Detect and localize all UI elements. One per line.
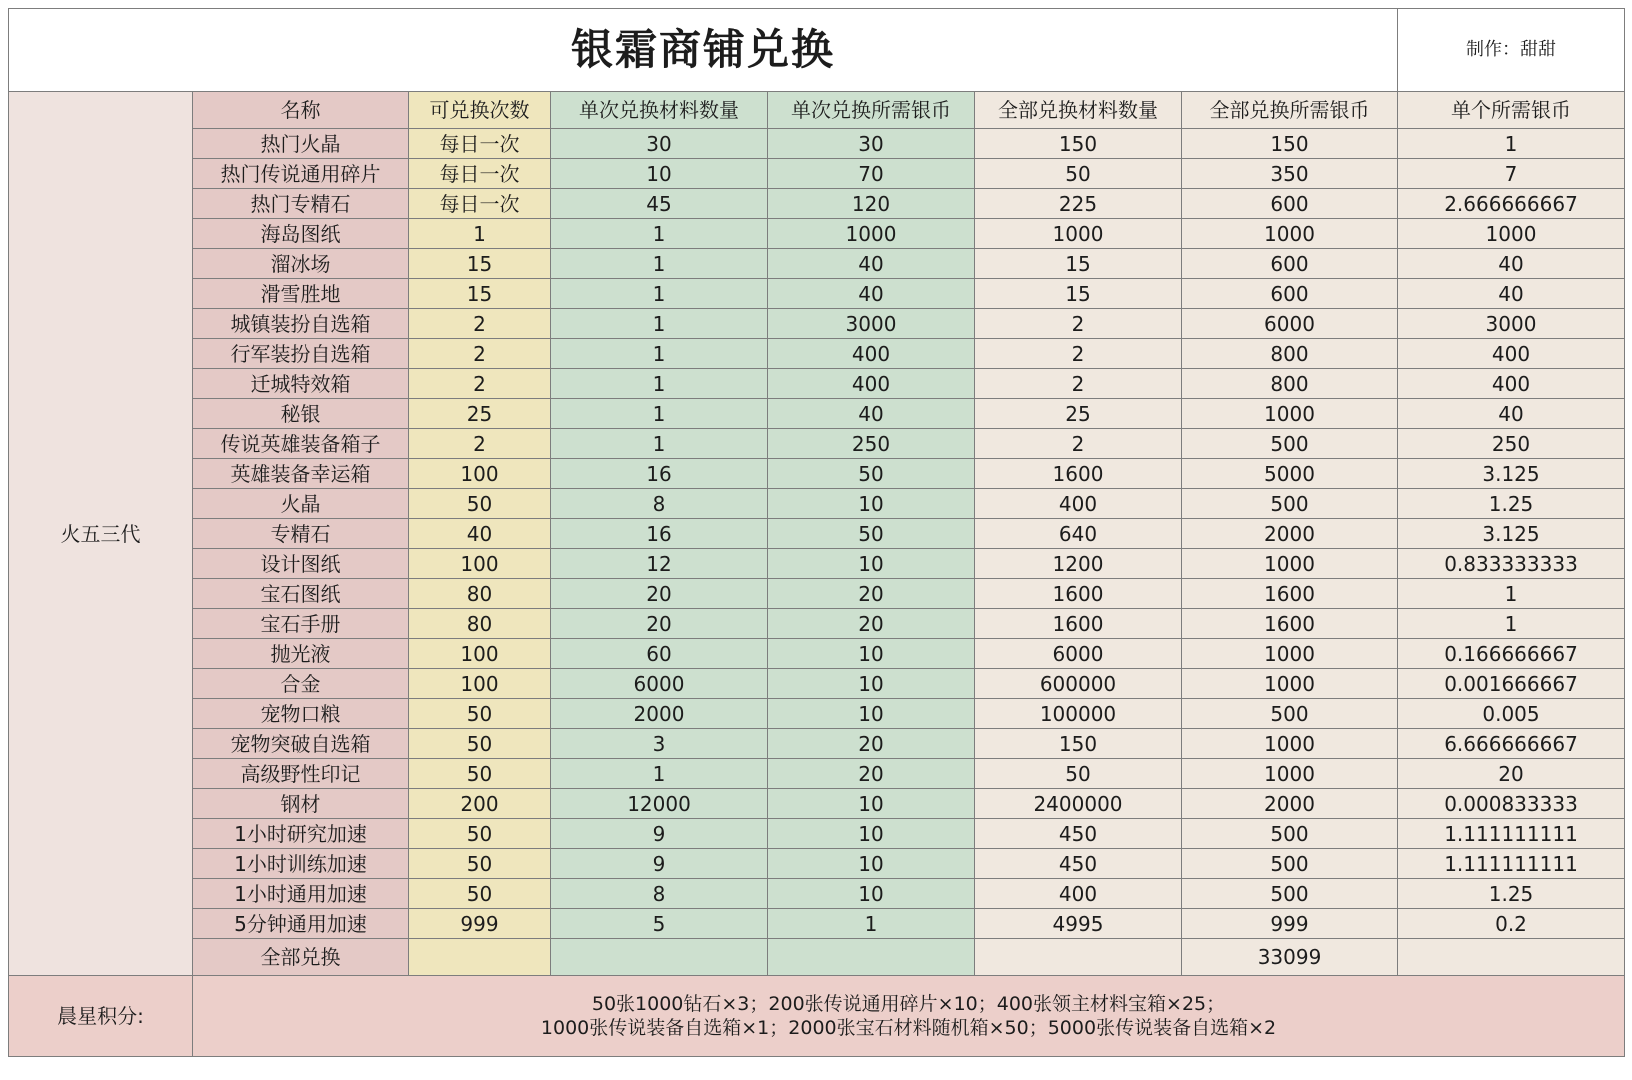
- footer-line: 50张1000钻石×3；200张传说通用碎片×10；400张领主材料宝箱×25；: [591, 993, 1226, 1015]
- cell-total-coins: 150: [1182, 129, 1398, 159]
- cell-times: 999: [409, 909, 551, 939]
- cell-single-coins: 40: [768, 249, 975, 279]
- cell-single-coins: 10: [768, 489, 975, 519]
- cell-name: 1小时训练加速: [193, 849, 409, 879]
- cell-single-material: 10: [551, 159, 768, 189]
- cell-name: 传说英雄装备箱子: [193, 429, 409, 459]
- column-header-single-material: 单次兑换材料数量: [551, 92, 768, 129]
- cell-single-material: 12000: [551, 789, 768, 819]
- cell-total-material: 100000: [975, 699, 1182, 729]
- table-row: [9, 699, 1625, 729]
- cell-total-coins: 500: [1182, 429, 1398, 459]
- cell-unit-coins: 40: [1398, 399, 1625, 429]
- cell-name: 热门传说通用碎片: [193, 159, 409, 189]
- cell-name: 行军装扮自选箱: [193, 339, 409, 369]
- cell-total-coins: 500: [1182, 819, 1398, 849]
- cell-single-coins: 10: [768, 549, 975, 579]
- cell-single-material: 1: [551, 279, 768, 309]
- cell-times: 2: [409, 339, 551, 369]
- footer-row: [9, 976, 1625, 1057]
- cell-unit-coins: 7: [1398, 159, 1625, 189]
- cell-single-coins: 50: [768, 519, 975, 549]
- cell-single-material: 5: [551, 909, 768, 939]
- cell-unit-coins: 1: [1398, 579, 1625, 609]
- cell-unit-coins: 1.111111111: [1398, 849, 1625, 879]
- cell-total-material: 2: [975, 339, 1182, 369]
- cell-unit-coins: 3.125: [1398, 519, 1625, 549]
- cell-times: 15: [409, 279, 551, 309]
- cell-single-material: 9: [551, 819, 768, 849]
- table-row: [9, 159, 1625, 189]
- cell-total-material: 2: [975, 429, 1182, 459]
- cell-total-coins: 600: [1182, 249, 1398, 279]
- cell-single-coins: 70: [768, 159, 975, 189]
- table-row: [9, 429, 1625, 459]
- cell-unit-coins: 400: [1398, 369, 1625, 399]
- table-row: [9, 519, 1625, 549]
- column-header-total-coins: 全部兑换所需银币: [1182, 92, 1398, 129]
- cell-single-material: 20: [551, 579, 768, 609]
- cell-total-material: 400: [975, 489, 1182, 519]
- cell-single-coins: 400: [768, 339, 975, 369]
- cell-total-material: 1600: [975, 609, 1182, 639]
- cell-name: 热门火晶: [193, 129, 409, 159]
- cell-single-coins: 10: [768, 879, 975, 909]
- cell-times: 50: [409, 729, 551, 759]
- total-row: [9, 939, 1625, 976]
- table-row: [9, 669, 1625, 699]
- cell-times: 80: [409, 579, 551, 609]
- cell-single-material: 1: [551, 759, 768, 789]
- cell-total-material: 50: [975, 759, 1182, 789]
- cell-single-material: 1: [551, 399, 768, 429]
- cell-single-coins: 1: [768, 909, 975, 939]
- cell-unit-coins: 1.25: [1398, 879, 1625, 909]
- cell-name: 高级野性印记: [193, 759, 409, 789]
- table-row: [9, 849, 1625, 879]
- cell-times: 15: [409, 249, 551, 279]
- exchange-table: [8, 8, 1625, 1057]
- cell-total-coins: 500: [1182, 699, 1398, 729]
- cell-times: 40: [409, 519, 551, 549]
- cell-total-coins: 1000: [1182, 759, 1398, 789]
- cell-total-material: 400: [975, 879, 1182, 909]
- cell-name: 秘银: [193, 399, 409, 429]
- cell-total-coins: 1000: [1182, 639, 1398, 669]
- cell-times: 25: [409, 399, 551, 429]
- column-header-total-material: 全部兑换材料数量: [975, 92, 1182, 129]
- cell-times: 每日一次: [409, 129, 551, 159]
- column-header-name: 名称: [193, 92, 409, 129]
- cell-total-coins: 1000: [1182, 399, 1398, 429]
- cell-unit-coins: 3.125: [1398, 459, 1625, 489]
- table-row: [9, 129, 1625, 159]
- cell-single-material: 8: [551, 879, 768, 909]
- cell-unit-coins: 0.005: [1398, 699, 1625, 729]
- cell-unit-coins: 0.2: [1398, 909, 1625, 939]
- cell-single-material: 30: [551, 129, 768, 159]
- cell-single-coins: 3000: [768, 309, 975, 339]
- cell-single-coins: 20: [768, 609, 975, 639]
- cell-single-coins: 40: [768, 279, 975, 309]
- cell-name: 抛光液: [193, 639, 409, 669]
- cell-total-material: 15: [975, 279, 1182, 309]
- cell-single-material: 12: [551, 549, 768, 579]
- cell-total-coins: 2000: [1182, 789, 1398, 819]
- table-row: [9, 219, 1625, 249]
- cell-name: 1小时研究加速: [193, 819, 409, 849]
- cell-total-coins: 800: [1182, 339, 1398, 369]
- cell-single-material: 16: [551, 459, 768, 489]
- cell-times: 200: [409, 789, 551, 819]
- cell-times: 100: [409, 639, 551, 669]
- cell-unit-coins: 1.25: [1398, 489, 1625, 519]
- cell-name: 设计图纸: [193, 549, 409, 579]
- cell-total-material: 640: [975, 519, 1182, 549]
- cell-total-coins: 500: [1182, 489, 1398, 519]
- cell-total-material: 150: [975, 729, 1182, 759]
- cell-times: 50: [409, 699, 551, 729]
- cell-single-coins: 10: [768, 789, 975, 819]
- table-row: [9, 639, 1625, 669]
- cell-name: 1小时通用加速: [193, 879, 409, 909]
- cell-single-coins: 10: [768, 849, 975, 879]
- cell-total-coins: 1000: [1182, 669, 1398, 699]
- cell-total-coins: 1000: [1182, 549, 1398, 579]
- cell-unit-coins: 1.111111111: [1398, 819, 1625, 849]
- footer-rewards: [193, 976, 1625, 1057]
- cell-unit-coins: 400: [1398, 339, 1625, 369]
- cell-name: 英雄装备幸运箱: [193, 459, 409, 489]
- cell-single-material: 1: [551, 369, 768, 399]
- cell-total-material: 150: [975, 129, 1182, 159]
- table-row: [9, 279, 1625, 309]
- cell-total-coins: 600: [1182, 279, 1398, 309]
- cell-total-material: 2: [975, 369, 1182, 399]
- cell-name: 宝石手册: [193, 609, 409, 639]
- table-row: [9, 489, 1625, 519]
- cell-single-coins: 250: [768, 429, 975, 459]
- column-header-unit-coins: 单个所需银币: [1398, 92, 1625, 129]
- table-row: [9, 819, 1625, 849]
- cell-total-material: 25: [975, 399, 1182, 429]
- cell-total-material: 450: [975, 849, 1182, 879]
- cell-single-material: 9: [551, 849, 768, 879]
- cell-single-material: 1: [551, 309, 768, 339]
- cell-single-coins: 20: [768, 729, 975, 759]
- total-cell-times: [409, 939, 551, 976]
- cell-single-coins: 30: [768, 129, 975, 159]
- cell-total-coins: 800: [1182, 369, 1398, 399]
- table-row: [9, 579, 1625, 609]
- cell-name: 合金: [193, 669, 409, 699]
- cell-name: 迁城特效箱: [193, 369, 409, 399]
- cell-name: 宠物突破自选箱: [193, 729, 409, 759]
- cell-single-coins: 20: [768, 759, 975, 789]
- table-row: [9, 549, 1625, 579]
- footer-label: 晨星积分:: [9, 976, 193, 1057]
- cell-single-material: 16: [551, 519, 768, 549]
- cell-unit-coins: 0.001666667: [1398, 669, 1625, 699]
- page-title: 银霜商铺兑换: [9, 9, 1398, 92]
- cell-name: 海岛图纸: [193, 219, 409, 249]
- cell-times: 2: [409, 429, 551, 459]
- cell-total-material: 1600: [975, 459, 1182, 489]
- cell-total-material: 600000: [975, 669, 1182, 699]
- column-header-single-coins: 单次兑换所需银币: [768, 92, 975, 129]
- cell-name: 热门专精石: [193, 189, 409, 219]
- cell-single-coins: 1000: [768, 219, 975, 249]
- table-row: [9, 759, 1625, 789]
- cell-name: 宝石图纸: [193, 579, 409, 609]
- cell-total-coins: 350: [1182, 159, 1398, 189]
- table-row: [9, 249, 1625, 279]
- table-row: [9, 609, 1625, 639]
- table-row: [9, 459, 1625, 489]
- cell-times: 2: [409, 369, 551, 399]
- cell-total-coins: 6000: [1182, 309, 1398, 339]
- cell-unit-coins: 6.666666667: [1398, 729, 1625, 759]
- cell-single-material: 6000: [551, 669, 768, 699]
- total-cell-total-coins: 33099: [1182, 939, 1398, 976]
- footer-line: 1000张传说装备自选箱×1；2000张宝石材料随机箱×50；5000张传说装备自选箱×2: [540, 1017, 1277, 1039]
- cell-unit-coins: 0.166666667: [1398, 639, 1625, 669]
- table-row: [9, 339, 1625, 369]
- cell-unit-coins: 40: [1398, 279, 1625, 309]
- cell-total-material: 50: [975, 159, 1182, 189]
- table-row: [9, 909, 1625, 939]
- table-row: [9, 729, 1625, 759]
- total-cell-single-material: [551, 939, 768, 976]
- cell-single-coins: 400: [768, 369, 975, 399]
- cell-total-coins: 1600: [1182, 609, 1398, 639]
- cell-total-coins: 1000: [1182, 729, 1398, 759]
- cell-unit-coins: 2.666666667: [1398, 189, 1625, 219]
- cell-single-material: 2000: [551, 699, 768, 729]
- cell-unit-coins: 250: [1398, 429, 1625, 459]
- cell-single-coins: 20: [768, 579, 975, 609]
- cell-single-material: 3: [551, 729, 768, 759]
- total-cell-single-coins: [768, 939, 975, 976]
- cell-times: 100: [409, 669, 551, 699]
- cell-times: 2: [409, 309, 551, 339]
- cell-single-coins: 10: [768, 819, 975, 849]
- cell-total-material: 1200: [975, 549, 1182, 579]
- cell-name: 钢材: [193, 789, 409, 819]
- cell-unit-coins: 1: [1398, 129, 1625, 159]
- cell-unit-coins: 3000: [1398, 309, 1625, 339]
- cell-name: 城镇装扮自选箱: [193, 309, 409, 339]
- table-row: [9, 369, 1625, 399]
- cell-times: 50: [409, 849, 551, 879]
- cell-single-material: 45: [551, 189, 768, 219]
- author-credit: 制作：甜甜: [1398, 9, 1625, 92]
- total-cell-name: 全部兑换: [193, 939, 409, 976]
- exchange-sheet: [8, 8, 1624, 1072]
- cell-unit-coins: 0.833333333: [1398, 549, 1625, 579]
- table-row: [9, 309, 1625, 339]
- cell-single-material: 1: [551, 429, 768, 459]
- cell-total-coins: 2000: [1182, 519, 1398, 549]
- cell-times: 100: [409, 549, 551, 579]
- cell-total-material: 4995: [975, 909, 1182, 939]
- group-label: 火五三代: [9, 92, 193, 976]
- cell-name: 火晶: [193, 489, 409, 519]
- cell-single-material: 1: [551, 339, 768, 369]
- cell-single-coins: 10: [768, 669, 975, 699]
- cell-unit-coins: 0.000833333: [1398, 789, 1625, 819]
- table-row: [9, 879, 1625, 909]
- cell-times: 每日一次: [409, 159, 551, 189]
- cell-single-coins: 50: [768, 459, 975, 489]
- cell-times: 50: [409, 759, 551, 789]
- cell-single-material: 8: [551, 489, 768, 519]
- cell-total-material: 1600: [975, 579, 1182, 609]
- cell-name: 溜冰场: [193, 249, 409, 279]
- cell-total-material: 6000: [975, 639, 1182, 669]
- cell-name: 专精石: [193, 519, 409, 549]
- cell-single-material: 1: [551, 219, 768, 249]
- cell-total-material: 2400000: [975, 789, 1182, 819]
- cell-name: 滑雪胜地: [193, 279, 409, 309]
- cell-total-coins: 600: [1182, 189, 1398, 219]
- cell-single-material: 20: [551, 609, 768, 639]
- cell-name: 5分钟通用加速: [193, 909, 409, 939]
- cell-total-material: 2: [975, 309, 1182, 339]
- cell-total-material: 1000: [975, 219, 1182, 249]
- cell-unit-coins: 1: [1398, 609, 1625, 639]
- cell-total-coins: 500: [1182, 849, 1398, 879]
- cell-total-coins: 999: [1182, 909, 1398, 939]
- cell-unit-coins: 1000: [1398, 219, 1625, 249]
- cell-total-material: 450: [975, 819, 1182, 849]
- cell-single-material: 1: [551, 249, 768, 279]
- cell-unit-coins: 40: [1398, 249, 1625, 279]
- cell-times: 每日一次: [409, 189, 551, 219]
- cell-times: 1: [409, 219, 551, 249]
- cell-single-coins: 120: [768, 189, 975, 219]
- cell-times: 80: [409, 609, 551, 639]
- table-row: [9, 399, 1625, 429]
- cell-total-coins: 500: [1182, 879, 1398, 909]
- cell-total-material: 15: [975, 249, 1182, 279]
- table-row: [9, 789, 1625, 819]
- cell-total-material: 225: [975, 189, 1182, 219]
- cell-times: 50: [409, 879, 551, 909]
- cell-times: 100: [409, 459, 551, 489]
- cell-total-coins: 1000: [1182, 219, 1398, 249]
- cell-total-coins: 1600: [1182, 579, 1398, 609]
- cell-single-coins: 40: [768, 399, 975, 429]
- total-cell-unit-coins: [1398, 939, 1625, 976]
- cell-single-material: 60: [551, 639, 768, 669]
- cell-name: 宠物口粮: [193, 699, 409, 729]
- cell-times: 50: [409, 489, 551, 519]
- cell-single-coins: 10: [768, 639, 975, 669]
- table-row: [9, 189, 1625, 219]
- cell-unit-coins: 20: [1398, 759, 1625, 789]
- cell-times: 50: [409, 819, 551, 849]
- total-cell-total-material: [975, 939, 1182, 976]
- cell-single-coins: 10: [768, 699, 975, 729]
- column-header-times: 可兑换次数: [409, 92, 551, 129]
- cell-total-coins: 5000: [1182, 459, 1398, 489]
